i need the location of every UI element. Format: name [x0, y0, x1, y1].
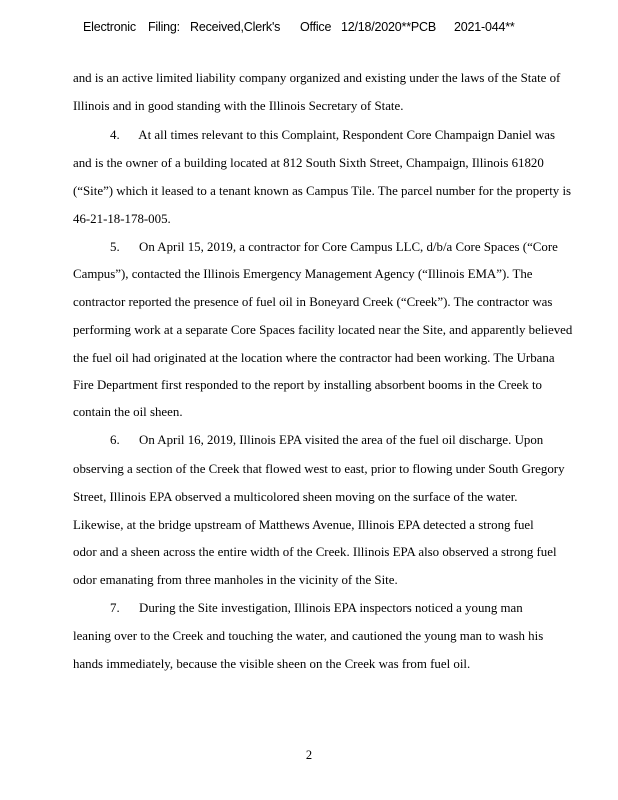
header-date: 12/18/2020**PCB [341, 20, 436, 34]
header-received: Received,Clerk's [190, 20, 281, 34]
paragraph-5-line-3: contractor reported the presence of fuel oil in Boneyard Creek (“Creek”). The contractor was [73, 295, 553, 309]
paragraph-6-line-4: Likewise, at the bridge upstream of Matthews Avenue, Illinois EPA detected a strong fuel [73, 518, 534, 532]
header-office: Office [300, 20, 332, 34]
paragraph-6-line-2: observing a section of the Creek that flowed west to east, prior to flowing under South Gregory [73, 462, 565, 476]
paragraph-6-line-6: odor emanating from three manholes in the vicinity of the Site. [73, 573, 398, 587]
paragraph-7-line-1: 7. During the Site investigation, Illinois EPA inspectors noticed a young man [110, 601, 523, 615]
paragraph-5-line-5: the fuel oil had originated at the location where the contractor had been working. The Urbana [73, 351, 555, 365]
paragraph-7-line-3: hands immediately, because the visible sheen on the Creek was from fuel oil. [73, 657, 471, 671]
body-line-1: and is an active limited liability company organized and existing under the laws of the State of [73, 71, 561, 85]
header-docket: 2021-044** [454, 20, 515, 34]
paragraph-4-line-3: (“Site”) which it leased to a tenant known as Campus Tile. The parcel number for the property is [73, 184, 572, 198]
body-line-2: Illinois and in good standing with the Illinois Secretary of State. [73, 99, 404, 113]
page-number: 2 [305, 748, 313, 762]
paragraph-6-line-5: odor and a sheen across the entire width of the Creek. Illinois EPA also observed a strong fuel [73, 545, 557, 559]
paragraph-6-line-3: Street, Illinois EPA observed a multicolored sheen moving on the surface of the water. [73, 490, 518, 504]
header-filing: Filing: [148, 20, 180, 34]
paragraph-5-line-2: Campus”), contacted the Illinois Emergency Management Agency (“Illinois EMA”). The [73, 267, 533, 281]
paragraph-5-line-4: performing work at a separate Core Spaces facility located near the Site, and apparently believed [73, 323, 573, 337]
paragraph-5-line-1: 5. On April 15, 2019, a contractor for Core Campus LLC, d/b/a Core Spaces (“Core [110, 240, 558, 254]
paragraph-7-line-2: leaning over to the Creek and touching the water, and cautioned the young man to wash his [73, 629, 544, 643]
paragraph-4-line-2: and is the owner of a building located at 812 South Sixth Street, Champaign, Illinois 61820 [73, 156, 544, 170]
header-electronic: Electronic [83, 20, 136, 34]
paragraph-6-line-1: 6. On April 16, 2019, Illinois EPA visited the area of the fuel oil discharge. Upon [110, 433, 544, 447]
paragraph-4-line-4: 46-21-18-178-005. [73, 212, 171, 226]
paragraph-4-line-1: 4. At all times relevant to this Complaint, Respondent Core Champaign Daniel was [110, 128, 556, 142]
paragraph-5-line-6: Fire Department first responded to the report by installing absorbent booms in the Creek to [73, 378, 542, 392]
paragraph-5-line-7: contain the oil sheen. [73, 405, 183, 419]
